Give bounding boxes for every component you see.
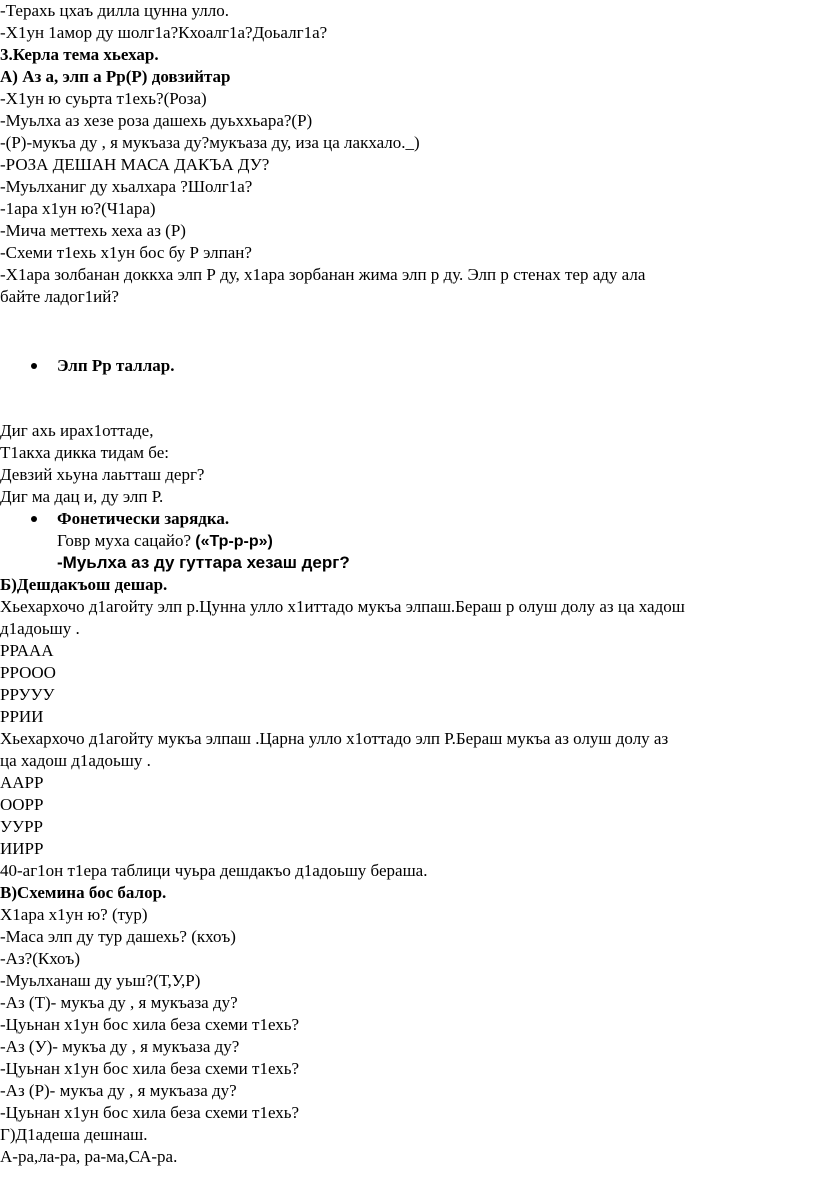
text-line: байте ладог1ий? bbox=[0, 287, 119, 306]
text-line: Диг ахь ирах1оттаде, bbox=[0, 421, 154, 440]
text-line: -Муьлханаш ду уьш?(Т,У,Р) bbox=[0, 971, 201, 990]
text-line: -РОЗА ДЕШАН МАСА ДАКЪА ДУ? bbox=[0, 155, 270, 174]
text-line: Хьехархочо д1агойту элп р.Цунна улло х1иттадо мукъа элпаш.Бераш р олуш долу аз ца хадош bbox=[0, 597, 685, 616]
subsection-heading: А) Аз а, элп а Рр(Р) довзийтар bbox=[0, 67, 231, 86]
text-line bbox=[57, 530, 273, 553]
text-line: д1адоьшу . bbox=[0, 619, 80, 638]
text-line: -Терахь цхаъ дилла цунна улло. bbox=[0, 1, 230, 20]
text-line: Х1ара х1ун ю? (тур) bbox=[0, 905, 148, 924]
text-line: -Муьлха аз хезе роза дашехь дуьххьара?(Р) bbox=[0, 111, 313, 130]
text-line: -Муьлханиг ду хьалхара ?Шолг1а? bbox=[0, 177, 253, 196]
text-line: -Аз (У)- мукъа ду , я мукъаза ду? bbox=[0, 1037, 240, 1056]
text-line: РРААА bbox=[0, 641, 54, 660]
text-line: -1ара х1ун ю?(Ч1ара) bbox=[0, 199, 156, 218]
subsection-heading: Б)Дешдакъош дешар. bbox=[0, 575, 168, 594]
bullet-item: Элп Рр таллар. bbox=[57, 356, 175, 375]
text-line: -Аз (Р)- мукъа ду , я мукъаза ду? bbox=[0, 1081, 237, 1100]
text-line: -(Р)-мукъа ду , я мукъаза ду?мукъаза ду, иза ца лакхало._) bbox=[0, 133, 420, 152]
text-line: ААРР bbox=[0, 773, 44, 792]
subsection-heading: В)Схемина бос балор. bbox=[0, 883, 167, 902]
answer-text: («Тр-р-р») bbox=[195, 533, 273, 550]
text-line: 40-аг1он т1ера таблици чуьра дешдакъо д1адоьшу бераша. bbox=[0, 861, 428, 880]
text-line: РРИИ bbox=[0, 707, 44, 726]
text-line: ца хадош д1адоьшу . bbox=[0, 751, 151, 770]
text-line: Хьехархочо д1агойту мукъа элпаш .Царна улло х1оттадо элп Р.Бераш мукъа аз олуш долу аз bbox=[0, 729, 669, 748]
text-line: РРУУУ bbox=[0, 685, 55, 704]
text-line: Девзий хьуна лаьтташ дерг? bbox=[0, 465, 205, 484]
text-line: УУРР bbox=[0, 817, 43, 836]
text-line: РРООО bbox=[0, 663, 56, 682]
text-line: Диг ма дац и, ду элп Р. bbox=[0, 487, 164, 506]
subsection-heading: Г)Д1адеша дешнаш. bbox=[0, 1125, 148, 1144]
text-line: -Аз (Т)- мукъа ду , я мукъаза ду? bbox=[0, 993, 238, 1012]
text-line: -Х1ара золбанан доккха элп Р ду, х1ара зорбанан жима элп р ду. Элп р стенах тер аду ала bbox=[0, 265, 646, 284]
question-text: Говр муха сацайо? bbox=[57, 531, 196, 550]
text-line: -Аз?(Кхоъ) bbox=[0, 949, 81, 968]
text-line: -Х1ун 1амор ду шолг1а?Кхоалг1а?Доьалг1а? bbox=[0, 23, 328, 42]
text-line: -Схеми т1ехь х1ун бос бу Р элпан? bbox=[0, 243, 252, 262]
bullet-icon bbox=[31, 516, 37, 522]
text-line: -Цуьнан х1ун бос хила беза схеми т1ехь? bbox=[0, 1059, 300, 1078]
text-line: ООРР bbox=[0, 795, 44, 814]
section-heading: 3.Керла тема хьехар. bbox=[0, 45, 159, 64]
text-line: -Цуьнан х1ун бос хила беза схеми т1ехь? bbox=[0, 1103, 300, 1122]
bullet-item: Фонетически зарядка. bbox=[57, 509, 230, 528]
text-line: -Маса элп ду тур дашехь? (кхоъ) bbox=[0, 927, 236, 946]
text-line: Т1акха дикка тидам бе: bbox=[0, 443, 169, 462]
text-line: -Цуьнан х1ун бос хила беза схеми т1ехь? bbox=[0, 1015, 300, 1034]
text-line: -Х1ун ю суьрта т1ехь?(Роза) bbox=[0, 89, 207, 108]
bullet-icon bbox=[31, 363, 37, 369]
text-line: А-ра,ла-ра, ра-ма,СА-ра. bbox=[0, 1147, 178, 1166]
text-line: -Мича меттехь хеха аз (Р) bbox=[0, 221, 186, 240]
text-line: ИИРР bbox=[0, 839, 44, 858]
text-line: -Муьлха аз ду гуттара хезаш дерг? bbox=[57, 553, 350, 572]
